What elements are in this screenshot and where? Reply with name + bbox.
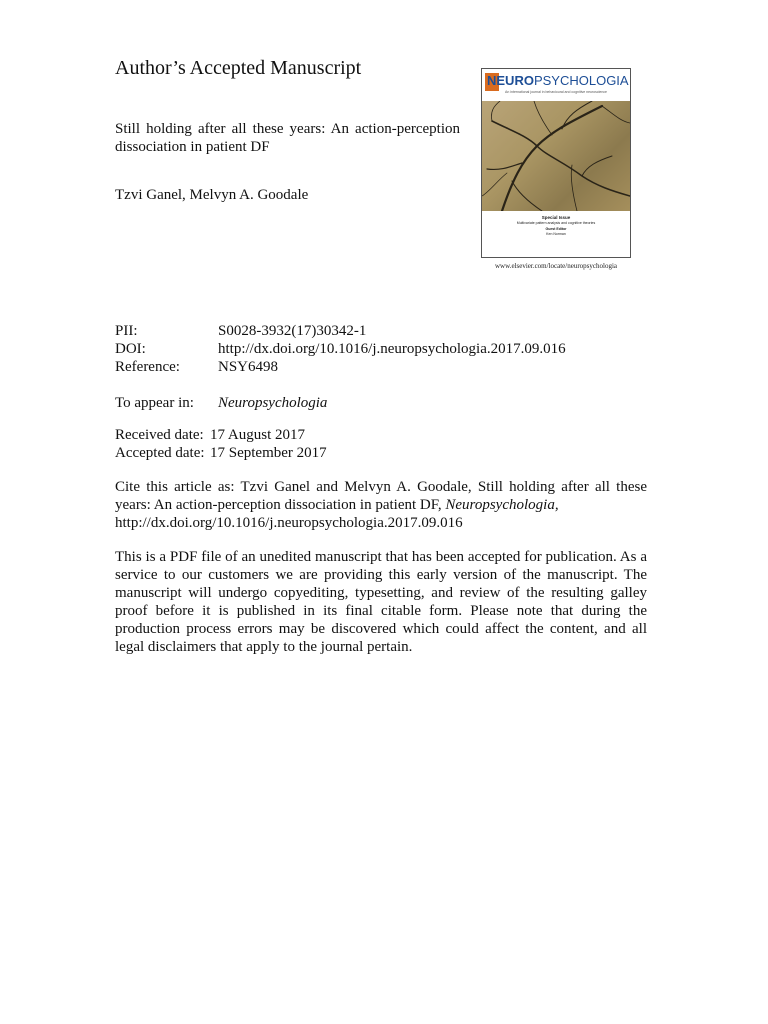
cover-journal-bold: NEURO bbox=[487, 73, 534, 88]
accepted-value: 17 September 2017 bbox=[210, 445, 327, 461]
received-label: Received date: bbox=[115, 427, 204, 443]
cover-journal-light: PSYCHOLOGIA bbox=[533, 73, 629, 88]
cover-footer bbox=[482, 211, 630, 257]
pii-value: S0028-3932(17)30342-1 bbox=[218, 323, 367, 339]
journal-cover bbox=[481, 68, 631, 258]
accepted-label: Accepted date: bbox=[115, 445, 205, 461]
cover-subtitle: An international journal in behavioural and cognitive neuroscience bbox=[505, 90, 607, 94]
citation-journal: Neuropsychologia, bbox=[445, 497, 559, 513]
cover-special-issue: Special Issue bbox=[541, 215, 571, 220]
journal-url[interactable]: www.elsevier.com/locate/neuropsychologia bbox=[494, 262, 617, 270]
doi-label: DOI: bbox=[115, 341, 146, 357]
cover-neuron-image bbox=[482, 101, 630, 211]
doi-link[interactable]: http://dx.doi.org/10.1016/j.neuropsychologia.2017.09.016 bbox=[218, 341, 566, 357]
page-title: Author’s Accepted Manuscript bbox=[115, 57, 362, 79]
cover-header bbox=[482, 69, 630, 101]
citation-paragraph bbox=[115, 478, 647, 532]
cover-guest-editor-label: Guest Editor bbox=[545, 227, 567, 231]
citation-doi-link[interactable]: http://dx.doi.org/10.1016/j.neuropsychologia.2017.09.016 bbox=[115, 515, 463, 531]
citation-text: Cite this article as: Tzvi Ganel and Melvyn A. Goodale, Still holding after all these years: An action-perception dissociation in patient DF, bbox=[115, 479, 647, 513]
article-title: Still holding after all these years: An action-perception dissociation in patient DF bbox=[115, 121, 460, 155]
reference-label: Reference: bbox=[115, 359, 180, 375]
pii-label: PII: bbox=[115, 323, 138, 339]
reference-value: NSY6498 bbox=[218, 359, 279, 375]
article-authors: Tzvi Ganel, Melvyn A. Goodale bbox=[115, 187, 309, 203]
cover-guest-editor-name: Ken Norman bbox=[546, 232, 566, 236]
appear-value: Neuropsychologia bbox=[218, 395, 328, 411]
neuron-illustration-icon bbox=[482, 101, 630, 211]
disclaimer-paragraph: This is a PDF file of an unedited manuscript that has been accepted for publication. As a service to our customers we are providing this early version of the manuscript. The manuscript will undergo copyediting, typesetting, and review of the resulting galley proof before it is published in its final citable form. Please note that during the production process errors may be discovered which could affect the content, and all legal disclaimers that apply to the journal pertain. bbox=[115, 549, 647, 655]
cover-issue-title: Multivariate pattern analysis and cognitive theories bbox=[516, 221, 596, 225]
appear-label: To appear in: bbox=[115, 395, 194, 411]
received-value: 17 August 2017 bbox=[210, 427, 306, 443]
cover-journal-title bbox=[487, 73, 628, 88]
